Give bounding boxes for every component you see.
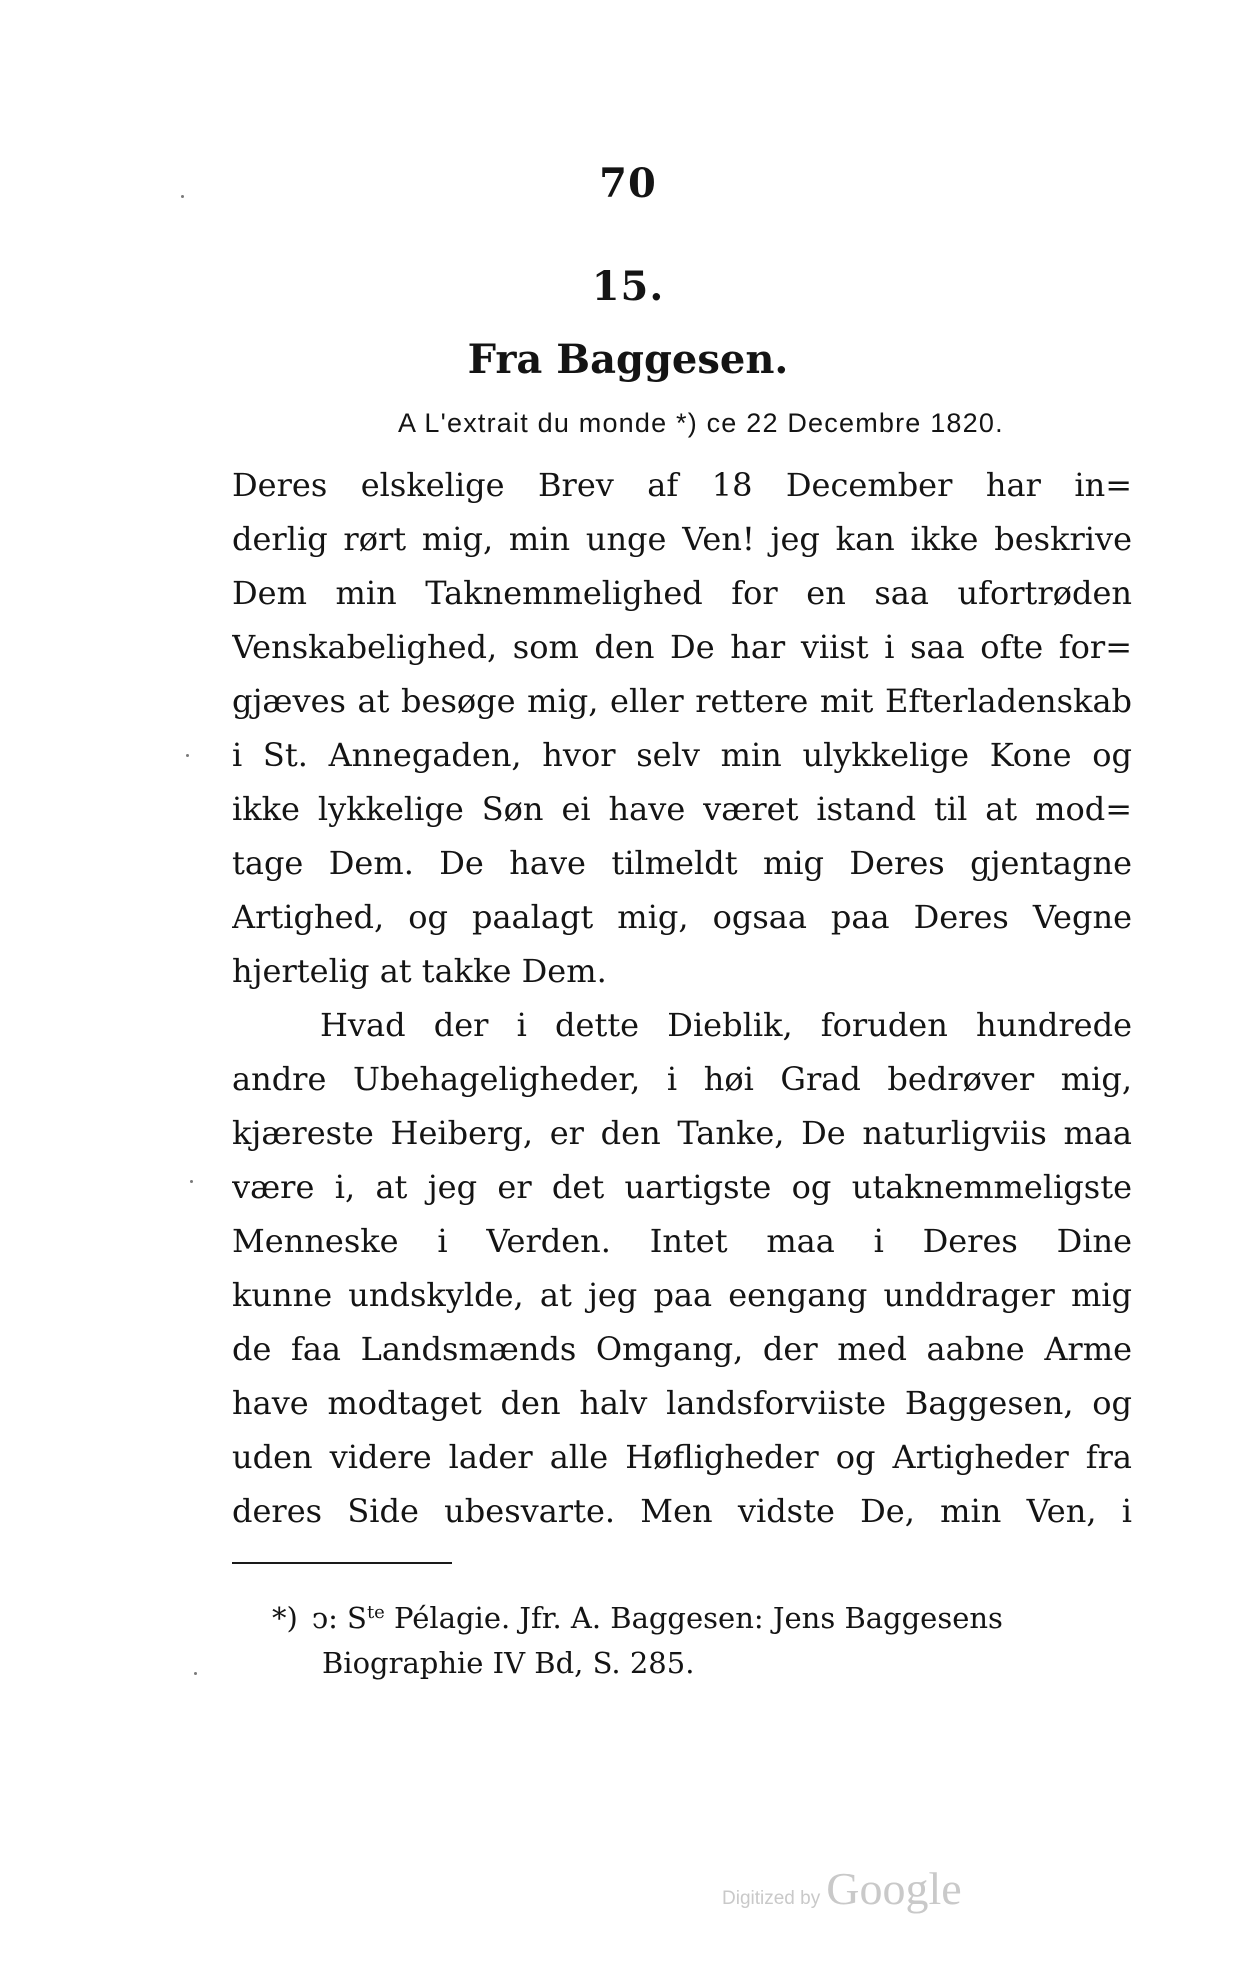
footnote-text: Pélagie. Jfr. A. Baggesen: Jens Baggesens xyxy=(384,1601,1003,1635)
footnote xyxy=(272,1588,1132,1688)
body-line: Deres elskelige Brev af 18 December har in= xyxy=(232,466,1132,504)
body-line: uden videre lader alle Høfligheder og Artigheder fra xyxy=(232,1438,1132,1476)
body-line: derlig rørt mig, min unge Ven! jeg kan ikke beskrive xyxy=(232,520,1132,558)
scan-speck xyxy=(194,1672,197,1675)
footnote-superscript: te xyxy=(366,1602,385,1623)
footnote-text: ↄ: S xyxy=(311,1601,367,1635)
footnote-marker: *) xyxy=(272,1601,298,1635)
body-line: Dem min Taknemmelighed for en saa ufortrøden xyxy=(232,574,1132,612)
body-line: Artighed, og paalagt mig, ogsaa paa Deres Vegne xyxy=(232,898,1132,936)
body-line: kunne undskylde, at jeg paa eengang unddrager mig xyxy=(232,1276,1132,1314)
letter-heading: Fra Baggesen. xyxy=(467,336,789,383)
scan-speck xyxy=(190,1180,193,1183)
body-line: hjertelig at takke Dem. xyxy=(232,952,607,990)
body-line: de faa Landsmænds Omgang, der med aabne Arme xyxy=(232,1330,1132,1368)
digitized-watermark xyxy=(722,1862,962,1915)
footnote-divider xyxy=(232,1562,452,1564)
scan-speck xyxy=(181,195,184,198)
body-line: være i, at jeg er det uartigste og utaknemmeligste xyxy=(232,1168,1132,1206)
body-line: tage Dem. De have tilmeldt mig Deres gjentagne xyxy=(232,844,1132,882)
body-line: gjæves at besøge mig, eller rettere mit Efterladenskab xyxy=(232,682,1132,720)
digitized-by-text: Digitized by xyxy=(722,1888,821,1909)
body-line: kjæreste Heiberg, er den Tanke, De naturligviis maa xyxy=(232,1114,1132,1152)
footnote-line xyxy=(272,1588,1132,1638)
body-line: Menneske i Verden. Intet maa i Deres Dine xyxy=(232,1222,1132,1260)
body-line: andre Ubehageligheder, i høi Grad bedrøver mig, xyxy=(232,1060,1132,1098)
google-logo: Google xyxy=(826,1863,962,1914)
dateline: A L'extrait du monde *) ce 22 Decembre 1820. xyxy=(398,408,1004,438)
scan-speck xyxy=(186,754,189,757)
page-number: 70 xyxy=(599,160,657,207)
footnote-line: Biographie IV Bd, S. 285. xyxy=(322,1646,695,1680)
body-line: ikke lykkelige Søn ei have været istand til at mod= xyxy=(232,790,1132,828)
body-line: Hvad der i dette Dieblik, foruden hundrede xyxy=(320,1006,1132,1044)
body-line: Venskabelighed, som den De har viist i saa ofte for= xyxy=(232,628,1132,666)
body-line: have modtaget den halv landsforviiste Baggesen, og xyxy=(232,1384,1132,1422)
letter-number: 15. xyxy=(591,263,665,310)
letter-body xyxy=(232,458,1132,1538)
body-line: i St. Annegaden, hvor selv min ulykkelige Kone og xyxy=(232,736,1132,774)
body-line: deres Side ubesvarte. Men vidste De, min Ven, i xyxy=(232,1492,1132,1530)
